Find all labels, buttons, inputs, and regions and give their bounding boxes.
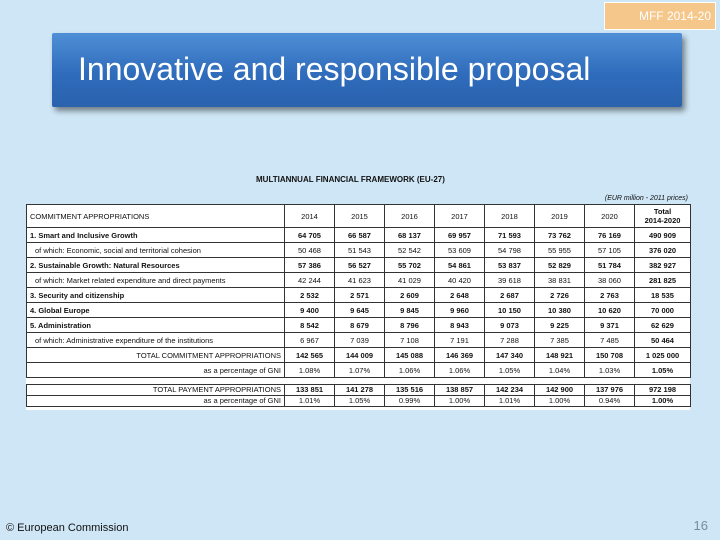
financial-table-sheet: [26, 204, 690, 410]
value-cell: 56 527: [335, 258, 385, 273]
total-cell: 382 927: [635, 258, 691, 273]
row-label: 1. Smart and Inclusive Growth: [27, 228, 285, 243]
value-cell: 1.03%: [585, 363, 635, 378]
value-cell: 147 340: [485, 348, 535, 363]
payment-rows: [27, 385, 691, 407]
value-cell: 9 371: [585, 318, 635, 333]
value-cell: 54 798: [485, 243, 535, 258]
year-header: 2014: [285, 205, 335, 228]
value-cell: 9 960: [435, 303, 485, 318]
value-cell: 7 191: [435, 333, 485, 348]
value-cell: 54 861: [435, 258, 485, 273]
value-cell: 9 400: [285, 303, 335, 318]
total-cell: 972 198: [635, 385, 691, 396]
value-cell: 141 278: [335, 385, 385, 396]
value-cell: 1.01%: [485, 396, 535, 407]
value-cell: 1.00%: [435, 396, 485, 407]
total-cell: 1.05%: [635, 363, 691, 378]
row-label: 2. Sustainable Growth: Natural Resources: [27, 258, 285, 273]
value-cell: 50 468: [285, 243, 335, 258]
value-cell: 40 420: [435, 273, 485, 288]
total-cell: 281 825: [635, 273, 691, 288]
year-header: 2019: [535, 205, 585, 228]
total-commitment-row: [27, 348, 691, 363]
year-header: 2017: [435, 205, 485, 228]
value-cell: 41 029: [385, 273, 435, 288]
value-cell: 7 385: [535, 333, 585, 348]
value-cell: 142 900: [535, 385, 585, 396]
total-cell: 1 025 000: [635, 348, 691, 363]
value-cell: 39 618: [485, 273, 535, 288]
value-cell: 2 726: [535, 288, 585, 303]
value-cell: 7 288: [485, 333, 535, 348]
page-number: 16: [693, 518, 708, 533]
total-header-line2: 2014-2020: [644, 216, 681, 225]
value-cell: 2 648: [435, 288, 485, 303]
table-units: (EUR million - 2011 prices): [604, 195, 688, 202]
value-cell: 53 609: [435, 243, 485, 258]
value-cell: 55 955: [535, 243, 585, 258]
header-label: COMMITMENT APPROPRIATIONS: [27, 205, 285, 228]
row-label: as a percentage of GNI: [27, 396, 285, 407]
value-cell: 57 386: [285, 258, 335, 273]
table-title: MULTIANNUAL FINANCIAL FRAMEWORK (EU-27): [256, 175, 445, 184]
value-cell: 51 543: [335, 243, 385, 258]
value-cell: 9 225: [535, 318, 585, 333]
value-cell: 6 967: [285, 333, 335, 348]
sub-row: [27, 273, 691, 288]
row-label: of which: Economic, social and territorial cohesion: [27, 243, 285, 258]
value-cell: 138 857: [435, 385, 485, 396]
row-label: TOTAL COMMITMENT APPROPRIATIONS: [27, 348, 285, 363]
row-label: of which: Market related expenditure and direct payments: [27, 273, 285, 288]
value-cell: 142 565: [285, 348, 335, 363]
value-cell: 10 150: [485, 303, 535, 318]
total-cell: 70 000: [635, 303, 691, 318]
row-label: 5. Administration: [27, 318, 285, 333]
value-cell: 7 108: [385, 333, 435, 348]
commitment-rows: [27, 228, 691, 378]
value-cell: 57 105: [585, 243, 635, 258]
value-cell: 68 137: [385, 228, 435, 243]
value-cell: 1.08%: [285, 363, 335, 378]
total-header: [635, 205, 691, 228]
value-cell: 38 060: [585, 273, 635, 288]
value-cell: 2 609: [385, 288, 435, 303]
value-cell: 9 645: [335, 303, 385, 318]
value-cell: 41 623: [335, 273, 385, 288]
heading-row: [27, 318, 691, 333]
value-cell: 69 957: [435, 228, 485, 243]
value-cell: 142 234: [485, 385, 535, 396]
total-cell: 50 464: [635, 333, 691, 348]
value-cell: 1.07%: [335, 363, 385, 378]
value-cell: 137 976: [585, 385, 635, 396]
value-cell: 76 169: [585, 228, 635, 243]
row-label: 4. Global Europe: [27, 303, 285, 318]
total-payment-row: [27, 385, 691, 396]
value-cell: 8 943: [435, 318, 485, 333]
value-cell: 1.00%: [535, 396, 585, 407]
value-cell: 10 380: [535, 303, 585, 318]
value-cell: 55 702: [385, 258, 435, 273]
commitment-gni-row: [27, 363, 691, 378]
commitment-table: [26, 204, 691, 378]
year-header: 2018: [485, 205, 535, 228]
row-label: as a percentage of GNI: [27, 363, 285, 378]
year-header: 2015: [335, 205, 385, 228]
value-cell: 2 571: [335, 288, 385, 303]
payment-gni-row: [27, 396, 691, 407]
value-cell: 133 851: [285, 385, 335, 396]
total-cell: 18 535: [635, 288, 691, 303]
value-cell: 8 542: [285, 318, 335, 333]
value-cell: 8 796: [385, 318, 435, 333]
title-bar: [52, 33, 682, 107]
value-cell: 0.99%: [385, 396, 435, 407]
value-cell: 2 532: [285, 288, 335, 303]
value-cell: 1.04%: [535, 363, 585, 378]
row-label: of which: Administrative expenditure of the institutions: [27, 333, 285, 348]
total-cell: 490 909: [635, 228, 691, 243]
value-cell: 1.05%: [335, 396, 385, 407]
value-cell: 2 687: [485, 288, 535, 303]
sub-row: [27, 333, 691, 348]
value-cell: 1.05%: [485, 363, 535, 378]
value-cell: 53 837: [485, 258, 535, 273]
value-cell: 144 009: [335, 348, 385, 363]
sub-row: [27, 243, 691, 258]
value-cell: 150 708: [585, 348, 635, 363]
value-cell: 1.06%: [385, 363, 435, 378]
value-cell: 9 845: [385, 303, 435, 318]
row-label: TOTAL PAYMENT APPROPRIATIONS: [27, 385, 285, 396]
value-cell: 8 679: [335, 318, 385, 333]
total-cell: 1.00%: [635, 396, 691, 407]
value-cell: 71 593: [485, 228, 535, 243]
heading-row: [27, 258, 691, 273]
value-cell: 51 784: [585, 258, 635, 273]
value-cell: 9 073: [485, 318, 535, 333]
value-cell: 52 829: [535, 258, 585, 273]
year-header: 2020: [585, 205, 635, 228]
value-cell: 7 039: [335, 333, 385, 348]
header-row: [27, 205, 691, 228]
value-cell: 145 088: [385, 348, 435, 363]
value-cell: 1.01%: [285, 396, 335, 407]
value-cell: 64 705: [285, 228, 335, 243]
value-cell: 135 516: [385, 385, 435, 396]
heading-row: [27, 288, 691, 303]
total-cell: 62 629: [635, 318, 691, 333]
heading-row: [27, 228, 691, 243]
slide-title: Innovative and responsible proposal: [78, 51, 591, 87]
value-cell: 42 244: [285, 273, 335, 288]
copyright-footer: © European Commission: [6, 522, 129, 534]
value-cell: 7 485: [585, 333, 635, 348]
total-cell: 376 020: [635, 243, 691, 258]
mff-badge: MFF 2014-20: [604, 2, 716, 30]
value-cell: 148 921: [535, 348, 585, 363]
value-cell: 52 542: [385, 243, 435, 258]
total-header-line1: Total: [653, 207, 672, 216]
value-cell: 73 762: [535, 228, 585, 243]
year-header: 2016: [385, 205, 435, 228]
value-cell: 2 763: [585, 288, 635, 303]
heading-row: [27, 303, 691, 318]
value-cell: 66 587: [335, 228, 385, 243]
row-label: 3. Security and citizenship: [27, 288, 285, 303]
payment-table: [26, 384, 691, 407]
value-cell: 1.06%: [435, 363, 485, 378]
value-cell: 146 369: [435, 348, 485, 363]
value-cell: 10 620: [585, 303, 635, 318]
value-cell: 38 831: [535, 273, 585, 288]
value-cell: 0.94%: [585, 396, 635, 407]
